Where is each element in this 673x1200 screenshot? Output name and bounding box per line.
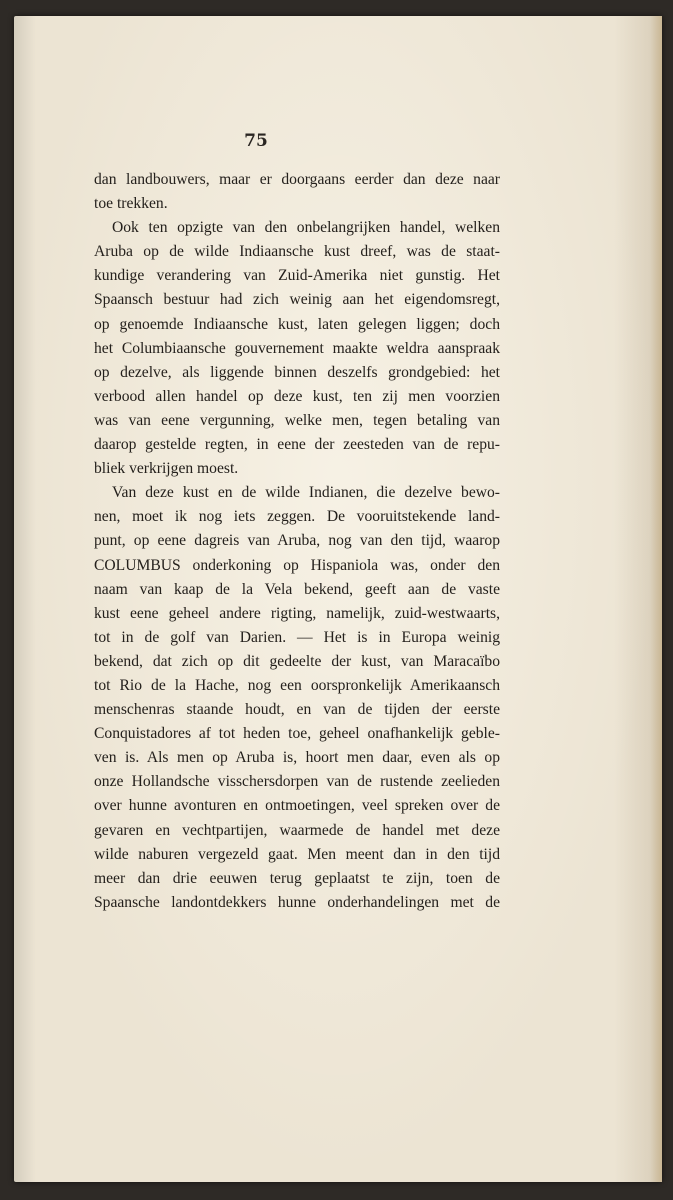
text-line: Spaansch bestuur had zich weinig aan het eigendomsregt,: [94, 291, 500, 309]
text-line: dan landbouwers, maar er doorgaans eerder dan deze naar: [94, 171, 500, 188]
text-line: Aruba op de wilde Indiaansche kust dreef, was de staat-: [94, 243, 500, 261]
text-line: wilde naburen vergezeld gaat. Men meent dan in den tijd: [94, 845, 500, 863]
text-line: onze Hollandsche visschersdorpen van de rustende zeelieden: [94, 773, 500, 791]
text-line: kundige verandering van Zuid-Amerika niet gunstig. Het: [94, 267, 500, 285]
text-line: Spaansche landontdekkers hunne onderhandelingen met de: [94, 893, 500, 911]
text-line: nen, moet ik nog iets zeggen. De vooruitstekende land-: [94, 508, 500, 526]
text-line: op dezelve, als liggende binnen deszelfs grondgebied: het: [94, 363, 500, 381]
paragraph-1: [94, 168, 500, 216]
text-line: gevaren en vechtpartijen, waarmede de handel met deze: [94, 821, 500, 839]
text-line: COLUMBUS onderkoning op Hispaniola was, onder den: [94, 556, 500, 574]
book-page: [14, 16, 662, 1182]
text-line: over hunne avonturen en ontmoetingen, veel spreken over de: [94, 797, 500, 815]
text-line: Ook ten opzigte van den onbelangrijken handel, welken: [112, 219, 500, 237]
paragraph-2: [94, 216, 500, 481]
text-line: daarop gestelde regten, in eene der zeesteden van de repu-: [94, 436, 500, 454]
text-line: kust eene geheel andere rigting, namelijk, zuid-westwaarts,: [94, 604, 500, 622]
page-number: 75: [244, 131, 268, 151]
text-line: ven is. Als men op Aruba is, hoort men daar, even als op: [94, 749, 500, 767]
text-line: meer dan drie eeuwen terug geplaatst te zijn, toen de: [94, 869, 500, 887]
text-line: punt, op eene dagreis van Aruba, nog van den tijd, waarop: [94, 532, 500, 550]
body-text: [94, 168, 500, 915]
text-line: het Columbiaansche gouvernement maakte weldra aanspraak: [94, 339, 500, 357]
page-edge: [650, 16, 662, 1182]
text-line: bekend, dat zich op dit gedeelte der kust, van Maracaïbo: [94, 652, 500, 670]
text-line: Van deze kust en de wilde Indianen, die dezelve bewo-: [112, 484, 500, 502]
paragraph-3: [94, 481, 500, 915]
text-line: Conquistadores af tot heden toe, geheel onafhankelijk geble-: [94, 725, 500, 743]
text-line: op genoemde Indiaansche kust, laten gelegen liggen; doch: [94, 315, 500, 333]
text-line: was van eene vergunning, welke men, tegen betaling van: [94, 411, 500, 429]
text-line: tot Rio de la Hache, nog een oorspronkelijk Amerikaansch: [94, 676, 500, 694]
text-line: toe trekken.: [94, 195, 168, 213]
text-line: menschenras staande houdt, en van de tijden der eerste: [94, 701, 500, 719]
text-line: verbood allen handel op deze kust, ten zij men voorzien: [94, 387, 500, 405]
text-line: tot in de golf van Darien. — Het is in Europa weinig: [94, 628, 500, 646]
text-line: naam van kaap de la Vela bekend, geeft aan de vaste: [94, 580, 500, 598]
text-line: bliek verkrijgen moest.: [94, 460, 239, 478]
